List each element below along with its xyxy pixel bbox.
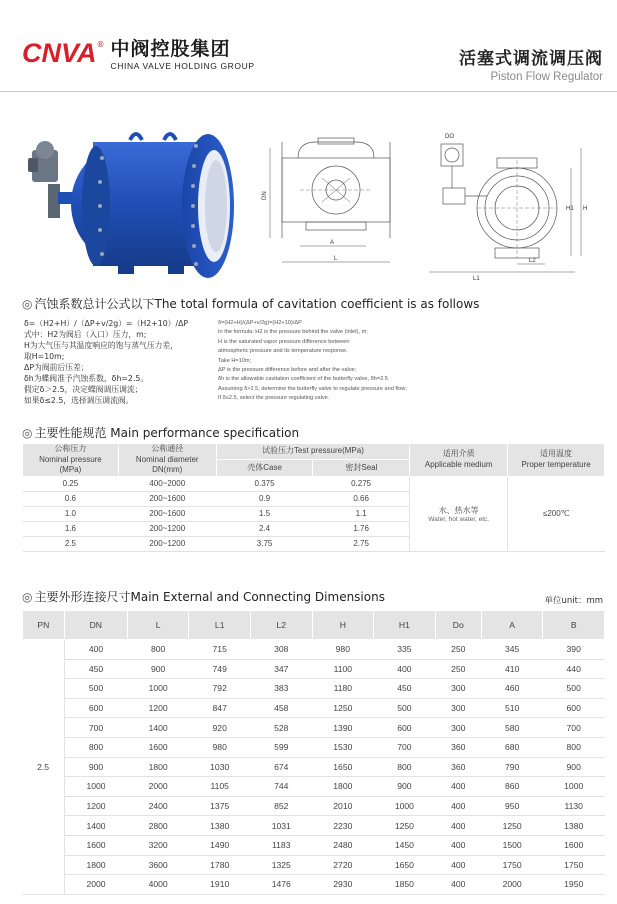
column-header: B [543,611,605,640]
table-cell: 400 [435,855,481,875]
table-cell: 792 [189,679,251,699]
table-cell: 1380 [189,816,251,836]
product-title-en: Piston Flow Regulator [490,71,603,83]
header-divider [0,91,617,92]
column-header: Do [435,611,481,640]
drawing-label-l2: L2 [529,258,536,264]
dimensions-title-text: 主要外形连接尺寸Main External and Connecting Dimensions [34,590,385,604]
logo-text [111,38,255,71]
formula-cn-line: δ=（H2+H）/（ΔP+v/2g）=（H2+10）/ΔP [24,319,189,328]
table-cell: 920 [189,718,251,738]
table-cell: 2400 [127,796,189,816]
table-cell: 1800 [64,855,127,875]
dimensions-section-title [22,588,385,605]
medium-cell: 水、热水等 Water, hot water, etc. [410,476,508,551]
formula-en-line: δ=(H2+H)/(ΔP+v/2g)=(H2+10)/ΔP [218,320,302,326]
table-cell: 400 [435,835,481,855]
formula-cn-line: δh为蝶阀准予汽蚀系数，δh=2.5。 [24,374,149,383]
table-row: 1.0 200~1600 1.5 1.1 [23,506,605,521]
table-cell: 1200 [127,698,189,718]
table-cell: 1850 [374,875,436,895]
table-cell: 500 [543,679,605,699]
table-cell: 360 [435,737,481,757]
table-cell: 900 [127,659,189,679]
table-cell: 400 [435,796,481,816]
table-cell: 3200 [127,835,189,855]
table-cell: 335 [374,640,436,660]
table-cell: 1400 [127,718,189,738]
header-case: 壳体Case [216,460,313,476]
table-cell: 599 [250,737,312,757]
valve-product-image [18,112,250,282]
table-cell: 2010 [312,796,374,816]
table-cell: 3600 [127,855,189,875]
table-cell: 980 [312,640,374,660]
table-cell: 1600 [543,835,605,855]
formula-cn-line: ΔP为阀前后压差； [24,363,89,372]
formula-cn-line: H为大气压与其温度响应的饱与蒸气压力差， [24,341,179,350]
table-cell: 1800 [127,757,189,777]
formula-en-line: Assuming δ>2.5, determine the butterfly valve to regulate pressure and flow; [218,385,407,392]
table-cell: 450 [374,679,436,699]
table-cell: 2230 [312,816,374,836]
table-row [23,777,605,797]
table-row [23,718,605,738]
table-cell: 1250 [374,816,436,836]
formula-en-line: If δ≤2.5, select the pressure regulating valve. [218,395,330,402]
table-cell: 1030 [189,757,251,777]
table-cell: 450 [64,659,127,679]
table-row [23,737,605,757]
column-header: PN [23,611,65,640]
table-cell: 250 [435,659,481,679]
table-cell: 600 [543,698,605,718]
table-cell: 1100 [312,659,374,679]
table-cell: 360 [435,757,481,777]
table-cell: 400 [64,640,127,660]
page-header [0,0,617,92]
table-cell: 2930 [312,875,374,895]
table-cell: 1400 [64,816,127,836]
column-header: DN [64,611,127,640]
header-applicable-medium: 适用介质 Applicable medium [410,444,508,477]
table-cell: 1031 [250,816,312,836]
table-cell: 1650 [374,855,436,875]
table-cell: 400 [435,777,481,797]
drawing-label-l: L [334,256,338,262]
table-cell: 1000 [543,777,605,797]
table-cell: 347 [250,659,312,679]
table-cell: 900 [64,757,127,777]
table-row: 2.5 200~1200 3.75 2.75 [23,536,605,551]
table-cell: 1950 [543,875,605,895]
table-cell: 680 [481,737,543,757]
table-cell: 458 [250,698,312,718]
temperature-cell: ≤200℃ [508,476,605,551]
table-cell: 1380 [543,816,605,836]
formula-section-title [22,295,479,312]
table-row [23,796,605,816]
header-seal: 密封Seal [313,460,410,476]
dimensions-header-row [23,611,605,640]
table-cell: 580 [481,718,543,738]
table-cell: 1180 [312,679,374,699]
table-cell: 900 [374,777,436,797]
table-cell: 400 [374,659,436,679]
formula-en-line: δh is the allowable cavitation coefficient of the butterfly valve, δh=2.5 [218,376,388,383]
table-row: 0.25 400~2000 0.375 0.275 水、热水等 Water, hot water, etc. ≤200℃ [23,476,605,491]
table-cell: 744 [250,777,312,797]
table-cell: 700 [374,737,436,757]
table-cell: 2000 [127,777,189,797]
table-cell: 950 [481,796,543,816]
performance-table [22,443,605,552]
table-cell: 390 [543,640,605,660]
table-cell: 1200 [64,796,127,816]
table-cell: 980 [189,737,251,757]
table-cell: 2480 [312,835,374,855]
table-cell: 1130 [543,796,605,816]
column-header: H1 [374,611,436,640]
drawing-label-l1: L1 [473,276,480,282]
table-row [23,757,605,777]
table-cell: 500 [64,679,127,699]
company-name-en: CHINA VALVE HOLDING GROUP [110,61,255,71]
table-cell: 2800 [127,816,189,836]
table-cell: 1476 [250,875,312,895]
side-view-drawing [425,128,595,283]
table-cell: 1000 [64,777,127,797]
table-cell: 510 [481,698,543,718]
table-cell: 749 [189,659,251,679]
table-cell: 800 [127,640,189,660]
table-cell: 4000 [127,875,189,895]
table-cell: 600 [64,698,127,718]
header-proper-temperature: 适用温度 Proper temperature [508,444,605,477]
table-cell: 2720 [312,855,374,875]
table-cell: 900 [543,757,605,777]
table-cell: 860 [481,777,543,797]
performance-section-title [22,424,299,441]
table-cell: 1500 [481,835,543,855]
table-cell: 345 [481,640,543,660]
formula-en-block [218,319,468,404]
formula-cn-line: 如果δ≤2.5，选择调压调流阀。 [24,396,134,405]
table-cell: 1250 [481,816,543,836]
company-logo [22,38,255,71]
table-cell: 1800 [312,777,374,797]
drawing-label-h: H [583,206,588,212]
formula-cn-line: 取H=10m; [24,352,65,361]
table-cell: 1600 [127,737,189,757]
table-row: 1.6 200~1200 2.4 1.76 [23,521,605,536]
formula-en-line: In the formula: H2 is the pressure behind the valve (inlet), m; [218,329,368,336]
dimensions-table [22,610,605,895]
table-cell: 852 [250,796,312,816]
table-cell: 800 [374,757,436,777]
table-cell: 1490 [189,835,251,855]
formula-en-line: ΔP is the pressure difference before and after the valve; [218,367,357,374]
table-cell: 674 [250,757,312,777]
table-row [23,835,605,855]
table-cell: 1910 [189,875,251,895]
drawing-label-dn: DN [262,191,268,200]
table-cell: 1000 [374,796,436,816]
table-cell: 300 [435,698,481,718]
performance-title-text: 主要性能规范 Main performance specification [34,426,300,440]
company-name-cn: 中阀控股集团 [110,38,231,60]
table-cell: 715 [189,640,251,660]
table-cell: 700 [64,718,127,738]
table-cell: 847 [189,698,251,718]
table-cell: 300 [435,718,481,738]
header-nominal-pressure: 公称压力 Nominal pressure (MPa) [23,444,119,477]
table-cell: 1450 [374,835,436,855]
table-row: 0.6 200~1600 0.9 0.66 [23,491,605,506]
table-cell: 700 [543,718,605,738]
table-cell: 1375 [189,796,251,816]
registered-mark: ® [96,40,105,49]
table-row [23,855,605,875]
column-header: L1 [189,611,251,640]
formula-title-text: 汽蚀系数总计公式以下The total formula of cavitation coefficient is as follows [34,297,480,311]
column-header: L2 [250,611,312,640]
table-cell: 300 [435,679,481,699]
table-cell: 1105 [189,777,251,797]
table-row [23,679,605,699]
logo-mark: CNVA [22,38,97,68]
table-cell: 500 [374,698,436,718]
table-cell: 1650 [312,757,374,777]
table-cell: 1530 [312,737,374,757]
formula-en-line: atmospheric pressure and its temperature response. [218,348,348,355]
table-cell: 1390 [312,718,374,738]
table-row [23,816,605,836]
table-cell: 2000 [64,875,127,895]
table-cell: 1325 [250,855,312,875]
table-cell: 1750 [543,855,605,875]
table-cell: 250 [435,640,481,660]
table-cell: 800 [64,737,127,757]
table-cell: 400 [435,816,481,836]
header-nominal-diameter: 公称通径 Nominal diameter DN(mm) [118,444,216,477]
table-cell: 1183 [250,835,312,855]
drawing-label-a: A [330,240,335,246]
bullet-icon: ◎ [22,426,33,440]
table-cell: 308 [250,640,312,660]
formula-en-line: Take H=10m; [218,357,252,364]
table-cell: 1750 [481,855,543,875]
table-cell: 383 [250,679,312,699]
table-cell: 410 [481,659,543,679]
column-header: A [481,611,543,640]
table-cell: 460 [481,679,543,699]
drawing-label-h1: H1 [566,206,574,212]
formula-cn-line: 假定δ＞2.5，决定蝶阀调压调流； [24,385,143,394]
pn-cell: 2.5 [23,640,65,895]
bullet-icon: ◎ [22,297,33,311]
table-row [23,640,605,660]
table-cell: 1780 [189,855,251,875]
table-cell: 1000 [127,679,189,699]
table-cell: 800 [543,737,605,757]
table-row [23,875,605,895]
table-cell: 790 [481,757,543,777]
table-cell: 1250 [312,698,374,718]
bullet-icon: ◎ [22,590,33,604]
table-cell: 440 [543,659,605,679]
formula-en-line: H is the saturated vapor pressure difference between [218,338,350,345]
table-cell: 1600 [64,835,127,855]
table-row [23,698,605,718]
header-test-pressure: 试验压力Test pressure(MPa) [216,444,410,460]
column-header: L [127,611,189,640]
unit-label: 单位unit：mm [544,596,603,606]
table-cell: 600 [374,718,436,738]
formula-cn-block [24,318,214,406]
front-view-drawing [260,128,410,278]
table-cell: 2000 [481,875,543,895]
table-cell: 528 [250,718,312,738]
drawing-label-do: DO [445,134,454,140]
formula-cn-line: 式中：H2为阀后（入口）压力，m; [24,330,147,339]
product-title-cn: 活塞式调流调压阀 [459,49,603,69]
column-header: H [312,611,374,640]
table-row [23,659,605,679]
table-cell: 400 [435,875,481,895]
